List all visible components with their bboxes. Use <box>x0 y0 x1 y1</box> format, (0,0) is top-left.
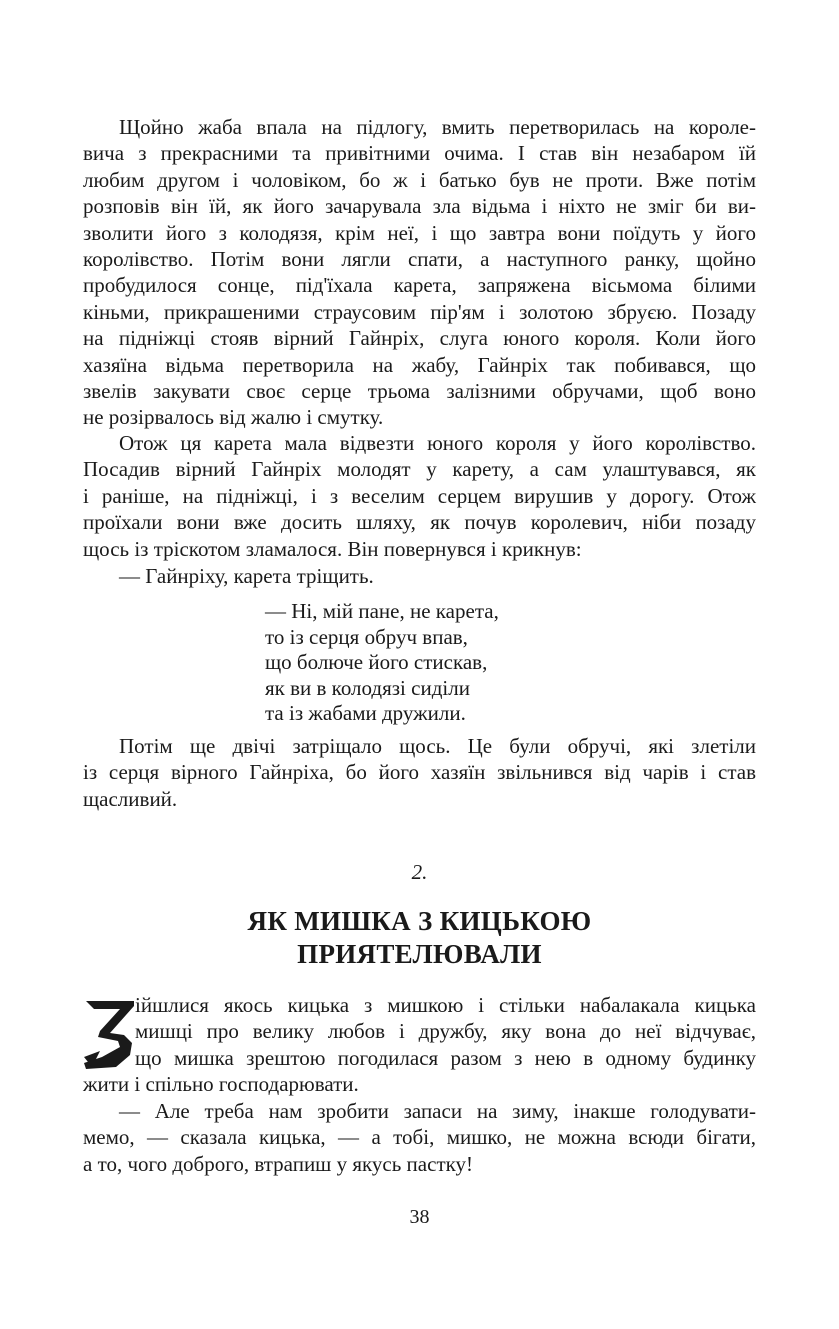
poem-line: та із жабами дружили. <box>265 701 466 725</box>
paragraph-cat-and-mouse <box>83 992 756 1098</box>
text-line: любим другом і чоловіком, бо ж і батько був не проти. Вже потім <box>83 167 756 192</box>
text-line: вича з прекрасними та привітними очима. І став він незабаром їй <box>83 141 756 166</box>
chapter-title-line: ЯК МИШКА З КИЦЬКОЮ <box>247 906 592 936</box>
dialogue-text: — Гайнріху, карета тріщить. <box>119 564 374 588</box>
text-line: щось із тріскотом зламалося. Він повернувся і крикнув: <box>83 536 582 561</box>
poem-line: що болюче його стискав, <box>265 650 488 674</box>
poem-line: то із серця обруч впав, <box>265 624 468 649</box>
text-line: мемо, — сказала кицька, — а тобі, мишко, не можна всюди бігати, <box>83 1125 756 1150</box>
paragraph-frog-prince-transformation <box>83 114 756 431</box>
text-line: хазяїна відьма перетворила на жабу, Гайнріх так побивався, що <box>83 352 756 377</box>
text-line: Потім ще двічі затріщало щось. Це були обручі, які злетіли <box>119 734 756 758</box>
text-line: не розірвалось від жалю і смутку. <box>83 405 384 430</box>
text-line: мишці про велику любов і дружбу, яку вона до неї відчуває, <box>135 1019 756 1044</box>
text-line: щасливий. <box>83 786 178 811</box>
text-line: а то, чого доброго, втрапиш у якусь пастку! <box>83 1151 474 1176</box>
text-line: розповів він їй, як його зачарувала зла відьма і ніхто не зміг би ви- <box>83 194 756 219</box>
poem-line: як ви в колодязі сиділи <box>265 675 470 700</box>
paragraph-carriage-journey <box>83 430 756 562</box>
text-line: Отож ця карета мала відвезти юного короля у його королівство. <box>119 431 756 455</box>
text-line: і раніше, на підніжці, і з веселим серцем вирушив у дорогу. Отож <box>83 483 756 508</box>
chapter-title <box>0 905 839 971</box>
poem-line: — Ні, мій пане, не карета, <box>265 599 499 623</box>
text-line: жити і спільно господарювати. <box>83 1072 359 1097</box>
text-line: що мишка зрештою погодилася разом з нею в одному будинку <box>135 1045 756 1070</box>
text-line: зволити його з колодязя, крім неї, і що завтра вони поїдуть у його <box>83 220 756 245</box>
chapter-title-line: ПРИЯТЕЛЮВАЛИ <box>297 939 542 969</box>
text-line: Щойно жаба впала на підлогу, вмить перетворилась на короле- <box>119 115 756 139</box>
dialogue-line <box>83 563 756 589</box>
text-line: на підніжці стояв вірний Гайнріх, слуга юного короля. Коли його <box>83 326 756 351</box>
text-line: Посадив вірний Гайнріх молодят у карету, а сам улаштувався, як <box>83 457 756 482</box>
poem-stanza <box>265 599 499 727</box>
page-number: 38 <box>409 1206 430 1228</box>
text-line: із серця вірного Гайнріха, бо його хазяїн звільнився від чарів і став <box>83 760 756 785</box>
chapter-number: 2. <box>411 860 428 884</box>
text-line: — Але треба нам зробити запаси на зиму, інакше голодувати- <box>119 1099 756 1123</box>
text-line: королівство. Потім вони лягли спати, а наступного ранку, щойно <box>83 247 756 272</box>
text-line: кіньми, прикрашеними страусовим пір'ям і золотою збруєю. Позаду <box>83 299 756 324</box>
text-line: ійшлися якось кицька з мишкою і стільки набалакала кицька <box>135 993 756 1017</box>
paragraph-winter-supplies <box>83 1098 756 1177</box>
text-line: пробудилося сонце, під'їхала карета, запряжена вісьмома білими <box>83 273 756 298</box>
text-line: проїхали вони вже досить шляху, як почув королевич, ніби позаду <box>83 510 756 535</box>
text-line: звелів закувати своє серце трьома залізними обручами, щоб воно <box>83 379 756 404</box>
paragraph-hoops-burst <box>83 733 756 812</box>
